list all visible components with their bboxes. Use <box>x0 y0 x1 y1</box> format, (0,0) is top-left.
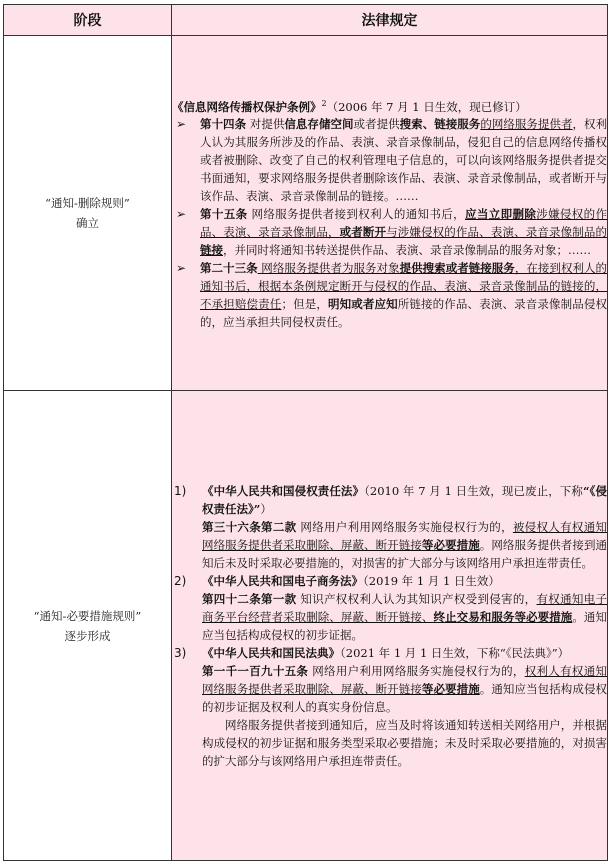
emphasis-text: 第四十二条第一款 <box>202 591 297 606</box>
emphasis-text: 或者断开 <box>339 225 387 240</box>
statute-list <box>172 482 607 770</box>
body-text: （2021 年 1 月 1 日生效，下称“《民法典》”） <box>340 645 570 660</box>
statute-heading <box>172 482 607 518</box>
article-item <box>172 205 607 259</box>
body-text: ，并同时将通知书转送提供作品、表演、录音录像制品的服务对象；…… <box>223 243 591 258</box>
header-law: 法律规定 <box>172 5 608 36</box>
emphasis-text: 第二十三条 <box>200 261 258 276</box>
body-text: 网络服务提供者接到权利人的通知书后， <box>247 207 466 222</box>
body-text: 。通知应当包括构成侵权的初步证据。 <box>202 609 608 642</box>
arrow-bullet-icon: ➢ <box>176 117 187 132</box>
body-text: 被侵权人有权通知网络服务提供者采取删除、屏蔽、断开链接 <box>202 519 608 552</box>
header-stage: 阶段 <box>4 5 172 36</box>
item-number: 2) <box>174 573 187 588</box>
article-item <box>172 115 607 205</box>
emphasis-text: 应当立即删除 <box>465 207 537 222</box>
article-list <box>172 115 607 331</box>
statute-heading <box>172 644 607 662</box>
stage-label: “通知-删除规则” <box>45 196 130 210</box>
body-text: 。通知应当包括构成侵权的初步证据及权利人的真实身份信息。 <box>202 681 608 714</box>
stage-sublabel: 确立 <box>76 216 99 230</box>
emphasis-text: 信息存储空间 <box>284 117 354 132</box>
law-title: 《信息网络传播权保护条例》 <box>172 99 322 114</box>
law-meta: （2006 年 7 月 1 日生效，现已修订） <box>326 99 527 114</box>
stage-sublabel: 逐步形成 <box>64 628 111 643</box>
body-text: （2010 年 7 月 1 日生效，现已废止，下称 <box>364 483 583 498</box>
emphasis-text: 明知或者应知 <box>327 297 398 312</box>
item-number: 1) <box>174 483 187 498</box>
emphasis-text: 第十五条 <box>200 207 248 222</box>
law-cell-statutes <box>172 391 608 861</box>
body-text: 网络用户利用网络服务实施侵权行为的， <box>296 519 513 534</box>
emphasis-text: 搜索、链接服务 <box>399 117 481 132</box>
footnote-marker: 2 <box>321 98 327 108</box>
stage-cell-notice-measures <box>4 391 172 861</box>
body-text: 。网络服务提供者接到通知后未及时采取必要措施的，对损害的扩大部分与该网络用户承担连带责任。 <box>202 537 608 570</box>
law-table <box>3 4 608 861</box>
body-text: 所链接的作品、表演、录音录像制品侵权的，应当承担共同侵权责任。 <box>200 297 608 330</box>
table-row <box>4 36 608 391</box>
body-text: 对提供 <box>246 117 285 132</box>
item-number: 3) <box>174 645 187 660</box>
emphasis-text: 链接 <box>200 243 223 258</box>
emphasis-text: 第三十六条第二款 <box>202 519 297 534</box>
body-text: ，权利人认为其服务所涉及的作品、表演、录音录像制品，侵犯自己的信息网络传播权或者被删除、改变了自己的权利管理电子信息的，可以向该网络服务提供者提交书面通知，要求网络服务提供者删除该作品、表演、录音录像制品，或者断开与该作品、表演、录音录像制品的链接。…… <box>200 117 608 204</box>
statute-article <box>172 662 607 716</box>
body-text: 涉嫌侵权的作品、表演、录音录像制品， <box>200 207 608 240</box>
body-text: 网络用户利用网络服务实施侵权行为的， <box>308 663 525 678</box>
body-text: 权利人有权通知网络服务提供者采取删除、屏蔽、断开链接 <box>202 663 608 696</box>
emphasis-text: 第十四条 <box>200 117 247 132</box>
emphasis-text: 提供搜索或者链接服务 <box>399 261 515 276</box>
emphasis-text: 《中华人民共和国侵权责任法》 <box>202 483 365 498</box>
emphasis-text: 等必要措施 <box>421 537 480 552</box>
body-text: ；但是， <box>281 297 328 312</box>
body-text: 知识产权权利人认为其知识产权受到侵害的， <box>296 591 537 606</box>
emphasis-text: “《侵权责任法》” <box>202 483 607 516</box>
table-row <box>4 391 608 861</box>
header-row <box>4 5 608 36</box>
emphasis-text: 《中华人民共和国电子商务法》 <box>202 573 363 588</box>
body-text: 或者提供 <box>353 117 400 132</box>
emphasis-text: 等必要措施 <box>421 681 480 696</box>
body-text: ） <box>260 501 272 516</box>
body-text: 的网络服务提供者 <box>480 117 573 132</box>
law-heading <box>172 95 607 116</box>
emphasis-text: 《中华人民共和国民法典》 <box>202 645 340 660</box>
arrow-bullet-icon: ➢ <box>176 261 187 276</box>
statute-article <box>172 518 607 572</box>
stage-label: “通知-必要措施规则” <box>33 608 142 623</box>
emphasis-text: 终止交易和服务等必要措施 <box>433 609 573 624</box>
statute-heading <box>172 572 607 590</box>
body-text: 与涉嫌侵权的作品、表演、录音录像制品的 <box>386 225 608 240</box>
article-item <box>172 259 607 331</box>
statute-article <box>172 590 607 644</box>
body-text: （2019 年 1 月 1 日生效） <box>363 573 500 588</box>
body-text: 有权通知电子商务平台经营者采取删除、屏蔽、断开链接、 <box>202 591 608 624</box>
body-text: 网络服务提供者为服务对象 <box>257 261 400 276</box>
law-cell-regulation <box>172 36 608 391</box>
body-text: ，在接到权利人的通知书后，根据本条例规定断开与侵权的作品、表演、录音录像制品的链接的，不承担赔偿责任 <box>200 261 608 312</box>
stage-cell-notice-delete <box>4 36 172 391</box>
emphasis-text: 第一千一百九十五条 <box>202 663 309 678</box>
arrow-bullet-icon: ➢ <box>176 207 187 222</box>
statute-paragraph: 网络服务提供者接到通知后，应当及时将该通知转送相关网络用户，并根据构成侵权的初步证据和服务类型采取必要措施；未及时采取必要措施的，对损害的扩大部分与该网络用户承担连带责任。 <box>202 717 607 768</box>
